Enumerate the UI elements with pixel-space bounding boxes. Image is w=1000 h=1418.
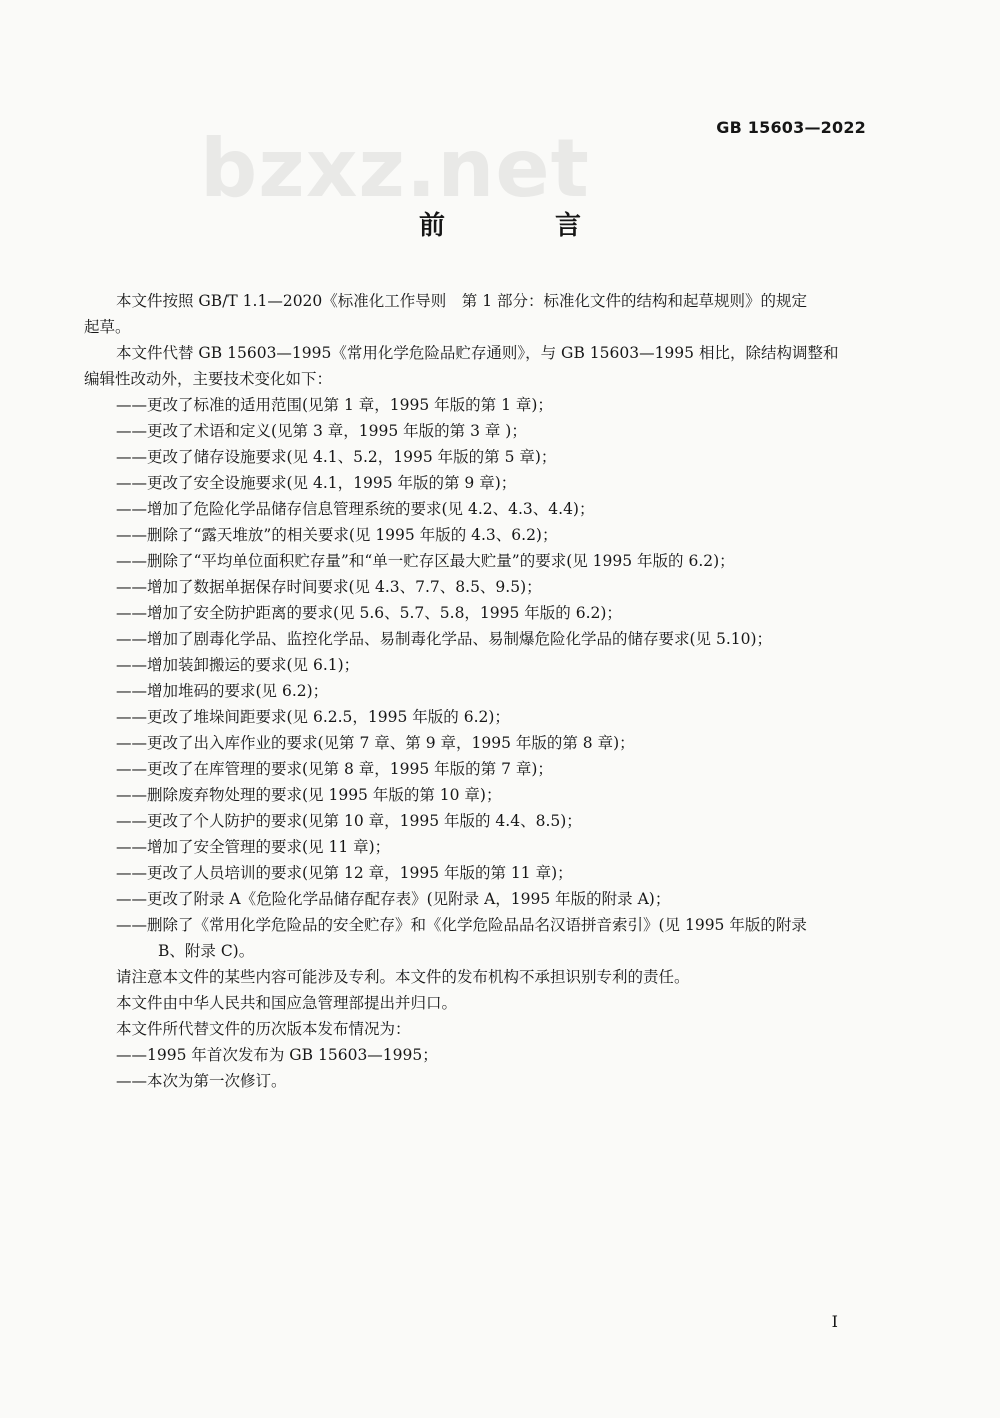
list-item: ——增加堆码的要求(见 6.2)； [116,682,329,700]
standard-code: GB 15603—2022 [716,118,866,137]
history-item: ——本次为第一次修订。 [116,1072,287,1090]
list-item: ——更改了在库管理的要求(见第 8 章，1995 年版的第 7 章)； [116,760,553,778]
list-item: ——删除废弃物处理的要求(见 1995 年版的第 10 章)； [116,786,502,804]
list-item: ——增加了安全防护距离的要求(见 5.6、5.7、5.8，1995 年版的 6.2)； [116,604,622,622]
list-item: ——更改了术语和定义(见第 3 章，1995 年版的第 3 章 )； [116,422,527,440]
history-item: ——1995 年首次发布为 GB 15603—1995； [116,1046,438,1064]
watermark: bzxz.net [200,122,590,215]
list-item: ——更改了堆垛间距要求(见 6.2.5，1995 年版的 6.2)； [116,708,510,726]
list-item: ——更改了出入库作业的要求(见第 7 章、第 9 章，1995 年版的第 8 章)； [116,734,635,752]
paragraph-line: 本文件按照 GB/T 1.1—2020《标准化工作导则 第 1 部分：标准化文件的结构和起草规则》的规定 [116,292,808,310]
list-item: ——增加了数据单据保存时间要求(见 4.3、7.7、8.5、9.5)； [116,578,542,596]
list-item: ——删除了《常用化学危险品的安全贮存》和《化学危险品品名汉语拼音索引》(见 1995 年版的附录 [116,916,807,934]
list-item: ——增加了安全管理的要求(见 11 章)； [116,838,391,856]
list-item: ——更改了标准的适用范围(见第 1 章，1995 年版的第 1 章)； [116,396,553,414]
history-intro: 本文件所代替文件的历次版本发布情况为： [116,1020,411,1038]
list-item: ——增加了剧毒化学品、监控化学品、易制毒化学品、易制爆危险化学品的储存要求(见 5.10)； [116,630,773,648]
page-number: I [831,1312,838,1331]
foreword-body [84,288,868,1094]
list-item: ——更改了个人防护的要求(见第 10 章，1995 年版的 4.4、8.5)； [116,812,582,830]
list-item: ——增加装卸搬运的要求(见 6.1)； [116,656,360,674]
list-item: ——删除了“平均单位面积贮存量”和“单一贮存区最大贮量”的要求(见 1995 年版的 6.2)； [116,552,735,570]
paragraph-line: 编辑性改动外，主要技术变化如下： [84,370,333,388]
list-item: ——删除了“露天堆放”的相关要求(见 1995 年版的 4.3、6.2)； [116,526,558,544]
list-item: ——更改了安全设施要求(见 4.1，1995 年版的第 9 章)； [116,474,517,492]
paragraph-line: 本文件代替 GB 15603—1995《常用化学危险品贮存通则》，与 GB 15603—1995 相比，除结构调整和 [116,344,839,362]
paragraph-line: 起草。 [84,318,131,336]
list-item: ——更改了储存设施要求(见 4.1、5.2，1995 年版的第 5 章)； [116,448,557,466]
list-item: ——增加了危险化学品储存信息管理系统的要求(见 4.2、4.3、4.4)； [116,500,595,518]
page-title: 前 言 [418,211,623,241]
patent-notice: 请注意本文件的某些内容可能涉及专利。本文件的发布机构不承担识别专利的责任。 [116,968,690,986]
changes-list [84,392,868,964]
list-item-continuation: B、附录 C)。 [158,942,255,960]
list-item: ——更改了人员培训的要求(见第 12 章，1995 年版的第 11 章)； [116,864,573,882]
list-item: ——更改了附录 A《危险化学品储存配存表》(见附录 A，1995 年版的附录 A)； [116,890,671,908]
proposer-statement: 本文件由中华人民共和国应急管理部提出并归口。 [116,994,458,1012]
